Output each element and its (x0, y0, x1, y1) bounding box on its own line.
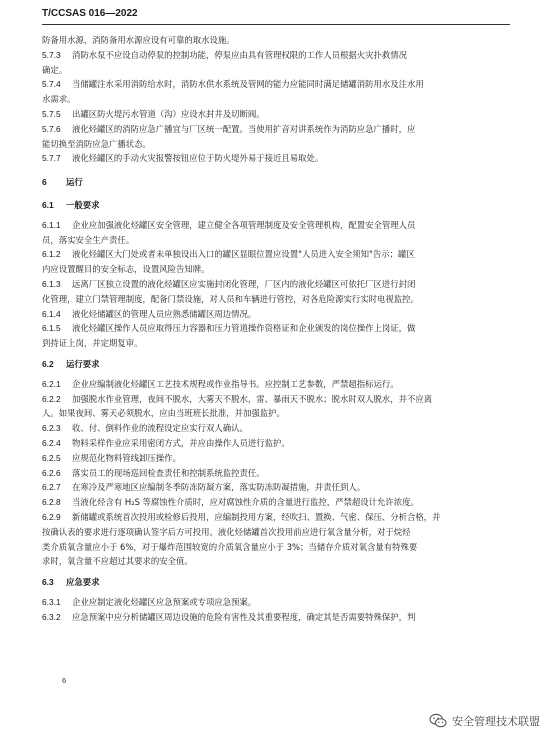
clause-text: 加强脱水作业管理，夜间不脱水，大雾天不脱水，雷、暴雨天不脱水；脱水时双人脱水，并不应离 (72, 393, 433, 404)
clause-text: 液化烃罐区的手动火灾报警按钮应位于防火堤外易于接近且易取处。 (72, 153, 324, 164)
clause-text: 消防水泵不应设自动停泵的控制功能，停泵应由具有管理权限的工作人员根据火灾扑救情况 (72, 49, 407, 60)
clause-continuation-line (42, 292, 512, 307)
clause-line (42, 321, 512, 336)
clause-text: 远离厂区独立设置的液化烃罐区应实施封闭化管理，厂区内的液化烃罐区可依托厂区进行封闭 (72, 278, 416, 289)
clause-text: 确定。 (42, 64, 68, 75)
clause-line (42, 451, 512, 466)
clause-number: 6.2.5 (42, 452, 61, 463)
clause-text: 收、付、倒料作业的流程设定应实行双人确认。 (72, 423, 248, 434)
clause-line (42, 495, 512, 510)
subsection-heading-6-2 (42, 357, 512, 372)
clause-line (42, 392, 512, 407)
clause-continuation-line (42, 336, 512, 351)
clause-line (42, 218, 512, 233)
clause-line (42, 510, 512, 525)
clause-continuation-line (42, 406, 512, 421)
clause-text: 在寒冷及严寒地区应编制冬季防冻防凝方案，落实防冻防凝措施，并责任到人。 (72, 482, 366, 493)
clause-continuation-line (42, 92, 512, 107)
clause-number: 6.3.2 (42, 611, 61, 622)
clause-number: 6.1.5 (42, 323, 61, 334)
clause-number: 5.7.5 (42, 108, 61, 119)
subsection-title: 应急要求 (66, 577, 100, 588)
subsection-number: 6.1 (42, 199, 54, 210)
clause-line (42, 466, 512, 481)
clause-line (42, 307, 512, 322)
watermark (429, 713, 540, 729)
clause-group-6-2 (42, 377, 512, 569)
clause-line (42, 480, 512, 495)
clause-number: 6.2.3 (42, 423, 61, 434)
clause-number: 6.3.1 (42, 596, 61, 607)
clause-number: 6.2.7 (42, 482, 61, 493)
clause-text: 液化烃储罐区的管理人员应熟悉储罐区周边情况。 (72, 308, 257, 319)
clause-continuation-line (42, 63, 512, 78)
clause-text: 水需求。 (42, 94, 76, 105)
watermark-text: 安全管理技术联盟 (452, 715, 540, 728)
document-body (42, 33, 512, 624)
clause-text: 液化烃罐区大门处或者未单独设出入口的罐区显眼位置应设置"人员进入安全须知"告示；罐区 (72, 249, 415, 260)
section-heading-6 (42, 175, 512, 190)
clause-line (42, 610, 512, 625)
clause-line (42, 77, 512, 92)
clause-text: 化管理，建立门禁管理制度，配备门禁设施，对人员和车辆进行管控，对各危险源实行实时电视监控。 (42, 293, 419, 304)
clause-text: 物料采样作业应采用密闭方式，并应由操作人员进行监护。 (72, 437, 290, 448)
clause-line (42, 151, 512, 166)
clause-text: 当储罐注水采用消防给水时，消防水供水系统及管网的能力应能同时满足储罐消防用水及注水用 (72, 79, 424, 90)
clause-text: 出罐区防火堤污水管道（沟）应设水封井及切断阀。 (72, 108, 265, 119)
clause-text: 内应设置醒目的安全标志，设置风险告知牌。 (42, 264, 210, 275)
section-title: 运行 (66, 177, 83, 188)
clause-text: 应规范化物料管线卸压操作。 (72, 452, 181, 463)
subsection-number: 6.2 (42, 358, 54, 369)
clause-number: 6.1.1 (42, 219, 61, 230)
clause-text: 新储罐或系统首次投用或检修后投用，应编制投用方案，经吹扫、置换、气密、保压、分析合格，并 (72, 511, 441, 522)
clause-group-6-1 (42, 218, 512, 351)
clause-text: 类介质氧含量应小于 6%，对于爆炸范围较宽的介质氧含量应小于 3%；当储存介质对氧含量有特殊要 (42, 541, 418, 552)
clause-line (42, 107, 512, 122)
clause-text: 企业应加强液化烃罐区安全管理，建立健全各项管理制度及安全管理机构，配置安全管理人员 (72, 219, 416, 230)
clause-line (42, 421, 512, 436)
clause-number: 5.7.4 (42, 79, 61, 90)
clause-text: 应急预案中应分析储罐区周边设施的危险有害性及其重要程度，确定其是否需要特殊保护，判 (72, 611, 416, 622)
clause-number: 6.1.2 (42, 249, 61, 260)
clause-continuation-line (42, 137, 512, 152)
clause-number: 5.7.7 (42, 153, 61, 164)
clause-number: 6.1.3 (42, 278, 61, 289)
clause-continuation-line (42, 554, 512, 569)
wechat-icon (429, 713, 447, 729)
clause-continuation-line (42, 262, 512, 277)
clause-text: 求时，氧含量不应超过其要求的安全值。 (42, 556, 193, 567)
clause-text: 液化烃罐区的消防应急广播宜与厂区统一配置。当使用扩音对讲系统作为消防应急广播时，应 (72, 123, 416, 134)
clause-number: 6.2.6 (42, 467, 61, 478)
clause-continuation-line (42, 540, 512, 555)
clause-text: 防备用水源，消防备用水源应设有可靠的取水设施。 (42, 35, 235, 45)
header-rule (42, 24, 510, 25)
clause-group-6-3 (42, 595, 512, 625)
clause-text: 当液化烃含有 H₂S 等腐蚀性介质时，应对腐蚀性介质的含量进行监控，严禁超设计允许浓度。 (72, 497, 419, 508)
clause-text: 企业应编制液化烃罐区工艺技术规程或作业指导书。应控制工艺参数，严禁超指标运行。 (72, 378, 399, 389)
clause-text: 液化烃罐区操作人员应取得压力容器和压力管道操作资格证和企业颁发的岗位操作上岗证，做 (72, 323, 416, 334)
clause-number: 6.2.2 (42, 393, 61, 404)
subsection-heading-6-1 (42, 198, 512, 213)
clause-number: 5.7.6 (42, 123, 61, 134)
clause-continuation-line (42, 33, 512, 48)
clause-text: 企业应制定液化烃罐区应急预案或专项应急预案。 (72, 596, 257, 607)
clause-line (42, 122, 512, 137)
clause-continuation-line (42, 233, 512, 248)
clause-line (42, 436, 512, 451)
section-number: 6 (42, 177, 47, 188)
clause-line (42, 277, 512, 292)
subsection-title: 运行要求 (66, 358, 100, 369)
clause-group-5-7 (42, 33, 512, 166)
document-id: T/CCSAS 016—2022 (42, 8, 138, 19)
clause-line (42, 247, 512, 262)
clause-number: 6.2.4 (42, 437, 61, 448)
subsection-title: 一般要求 (66, 199, 100, 210)
clause-number: 6.2.9 (42, 511, 61, 522)
clause-line (42, 595, 512, 610)
clause-number: 6.2.1 (42, 378, 61, 389)
page-number: 6 (62, 676, 67, 685)
subsection-heading-6-3 (42, 575, 512, 590)
clause-line (42, 48, 512, 63)
clause-text: 按确认表的要求进行逐项确认签字后方可投用。液化烃储罐首次投用前应进行氧含量分析，对于烷烃 (42, 526, 411, 537)
clause-continuation-line (42, 525, 512, 540)
clause-text: 能切换至消防应急广播状态。 (42, 138, 151, 149)
subsection-number: 6.3 (42, 577, 54, 588)
clause-text: 人。如果夜间、雾天必须脱水，应由当班班长批准，并加强监护。 (42, 408, 285, 419)
clause-number: 5.7.3 (42, 49, 61, 60)
clause-line (42, 377, 512, 392)
clause-text: 到持证上岗，并定期复审。 (42, 338, 143, 349)
clause-text: 落实员工的现场巡回检查责任和控制系统监控责任。 (72, 467, 265, 478)
clause-number: 6.2.8 (42, 497, 61, 508)
clause-text: 员，落实安全生产责任。 (42, 234, 135, 245)
clause-number: 6.1.4 (42, 308, 61, 319)
